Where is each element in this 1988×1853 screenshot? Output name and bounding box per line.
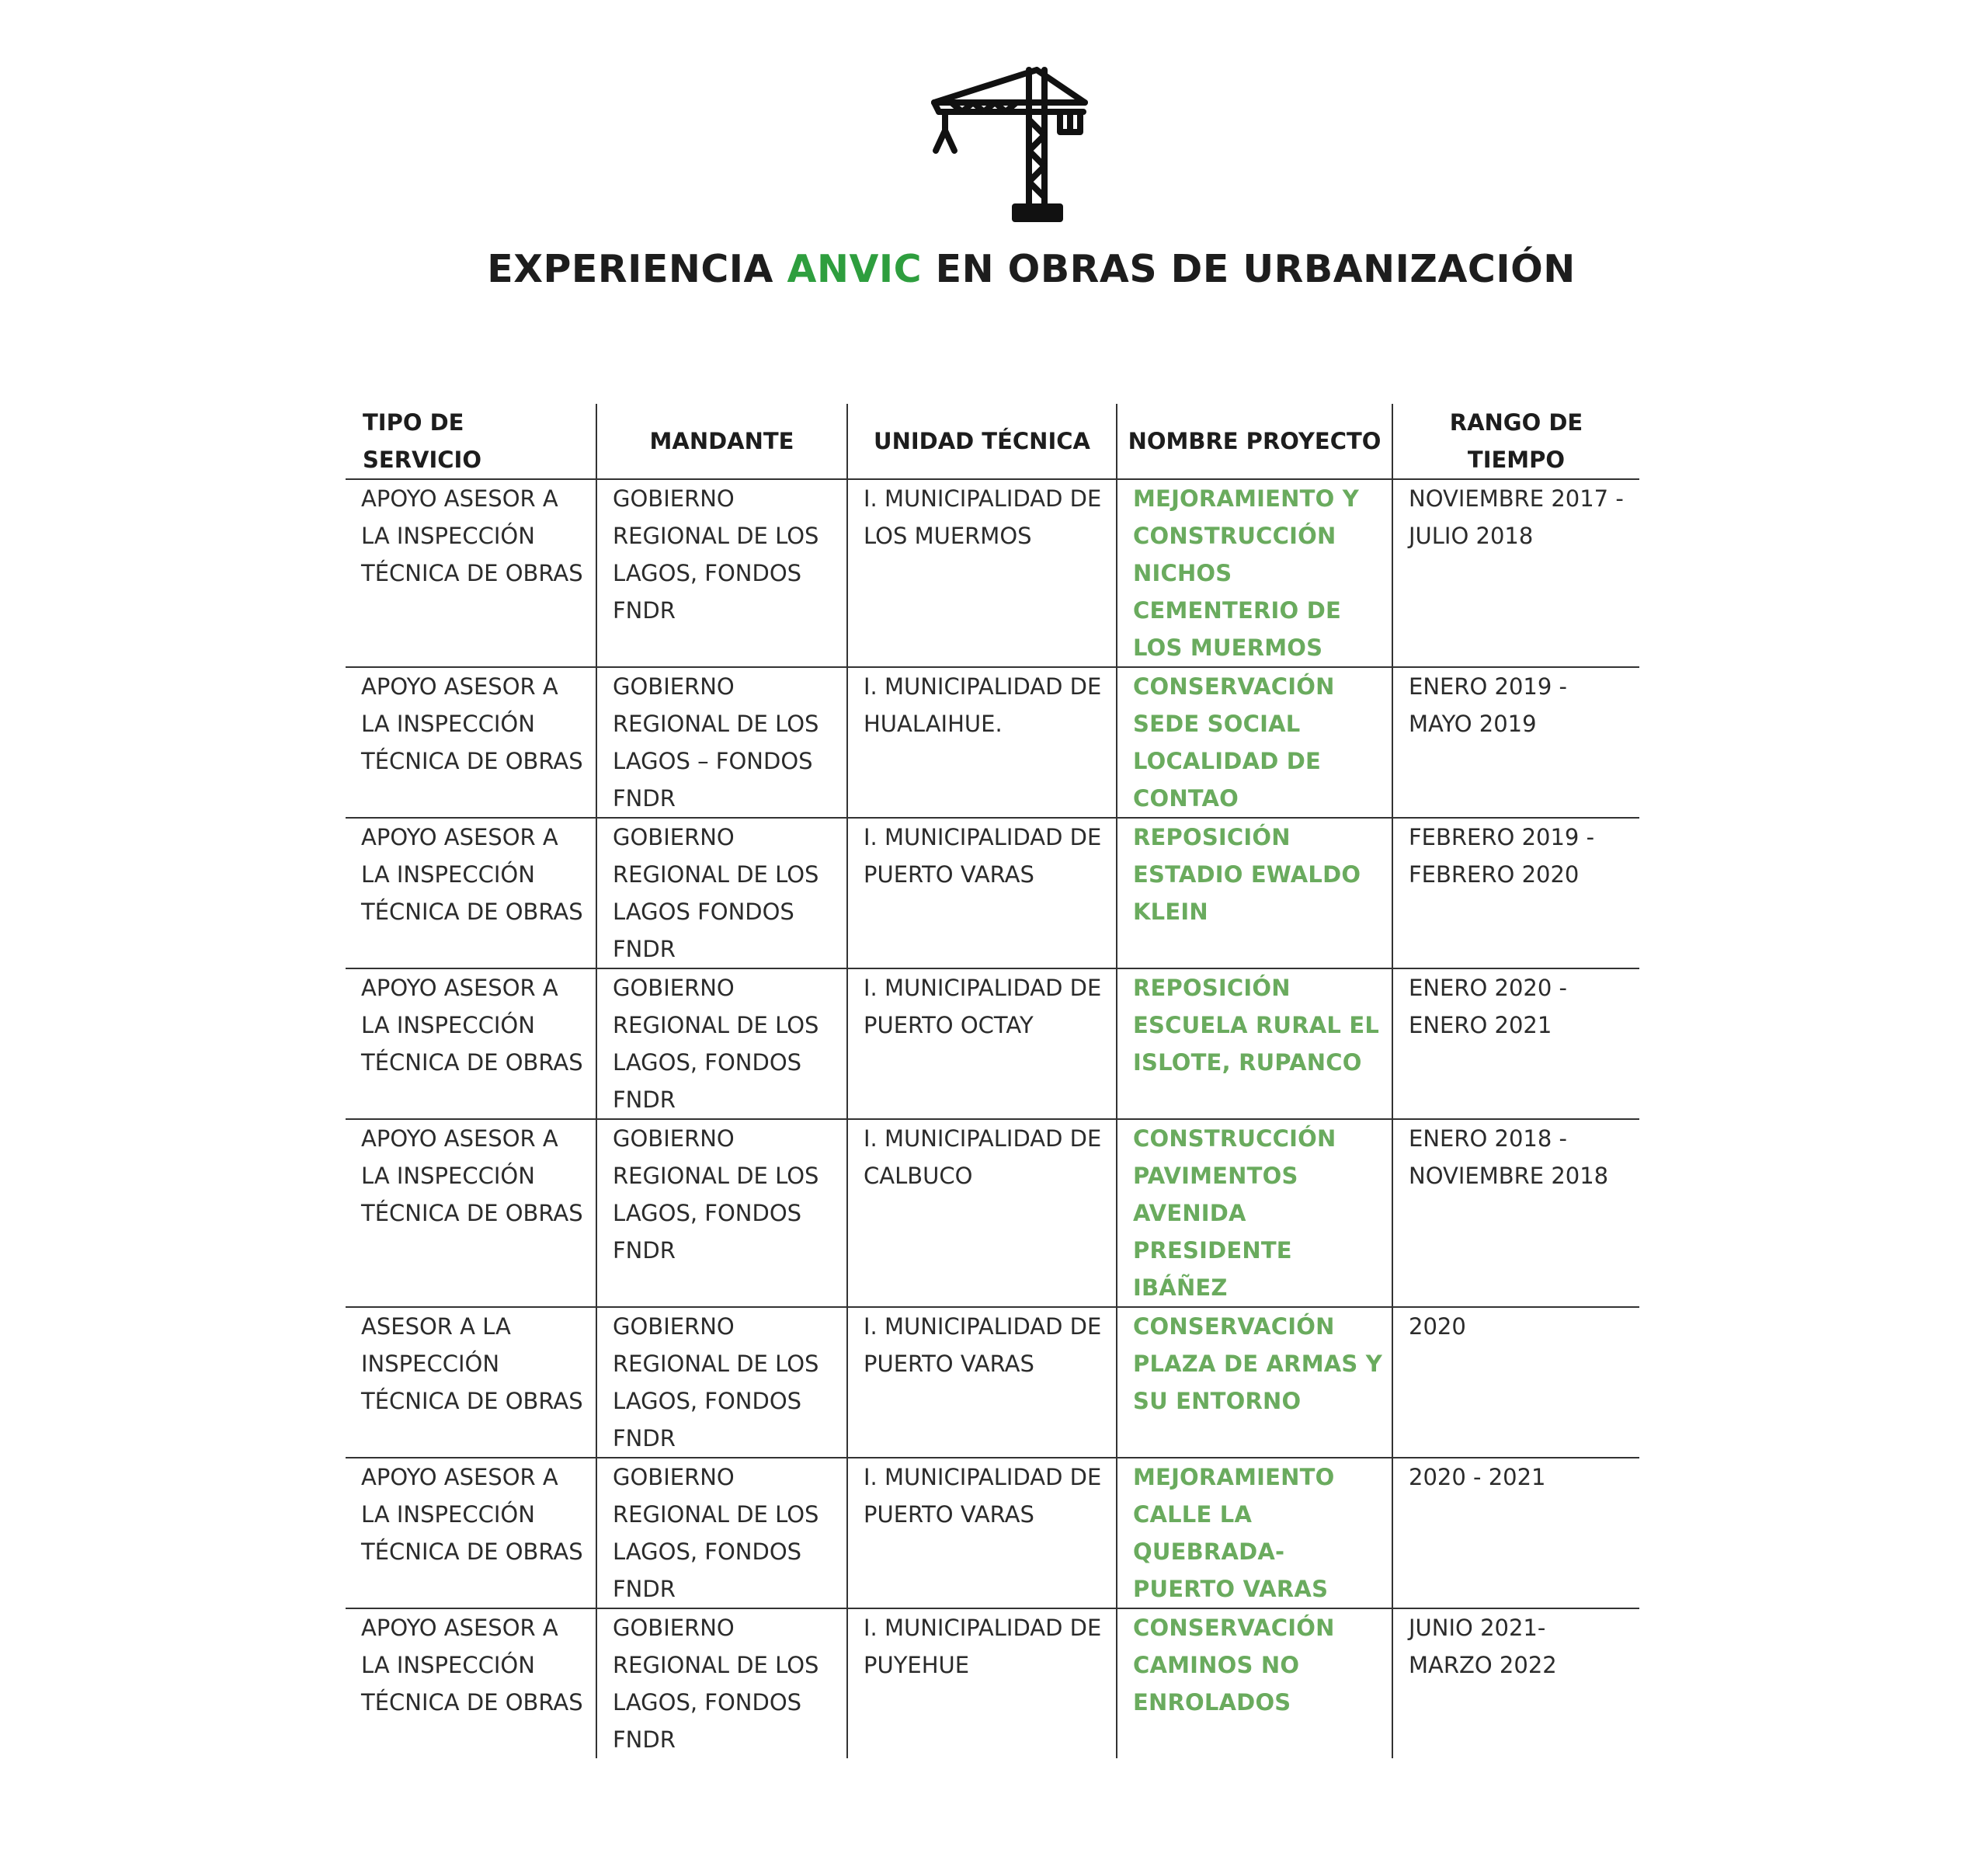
cell-unidad-tecnica: I. MUNICIPALIDAD DE PUERTO OCTAY: [847, 968, 1117, 1119]
cell-tipo-servicio: APOYO ASESOR A LA INSPECCIÓN TÉCNICA DE OBRAS: [346, 667, 596, 818]
header-tipo-de-servicio: TIPO DE SERVICIO: [346, 404, 596, 479]
cell-unidad-tecnica: I. MUNICIPALIDAD DE PUERTO VARAS: [847, 1307, 1117, 1458]
page-title: [0, 247, 1988, 291]
cell-mandante: GOBIERNO REGIONAL DE LOS LAGOS, FONDOS FNDR: [596, 1458, 847, 1608]
table-row: [346, 818, 1639, 968]
cell-tipo-servicio: ASESOR A LA INSPECCIÓN TÉCNICA DE OBRAS: [346, 1307, 596, 1458]
cell-rango-tiempo: NOVIEMBRE 2017 - JULIO 2018: [1392, 479, 1639, 667]
table-row: [346, 1608, 1639, 1758]
table-header-row: [346, 404, 1639, 479]
cell-rango-tiempo: FEBRERO 2019 - FEBRERO 2020: [1392, 818, 1639, 968]
experience-table: [346, 404, 1639, 1758]
cell-mandante: GOBIERNO REGIONAL DE LOS LAGOS, FONDOS FNDR: [596, 1307, 847, 1458]
cell-unidad-tecnica: I. MUNICIPALIDAD DE PUYEHUE: [847, 1608, 1117, 1758]
cell-rango-tiempo: ENERO 2020 - ENERO 2021: [1392, 968, 1639, 1119]
cell-mandante: GOBIERNO REGIONAL DE LOS LAGOS, FONDOS FNDR: [596, 968, 847, 1119]
cell-unidad-tecnica: I. MUNICIPALIDAD DE LOS MUERMOS: [847, 479, 1117, 667]
cell-mandante: GOBIERNO REGIONAL DE LOS LAGOS – FONDOS FNDR: [596, 667, 847, 818]
header-unidad-tecnica: UNIDAD TÉCNICA: [847, 404, 1117, 479]
cell-mandante: GOBIERNO REGIONAL DE LOS LAGOS, FONDOS FNDR: [596, 1119, 847, 1307]
table-row: [346, 1458, 1639, 1608]
cell-tipo-servicio: APOYO ASESOR A LA INSPECCIÓN TÉCNICA DE OBRAS: [346, 1119, 596, 1307]
header-mandante: MANDANTE: [596, 404, 847, 479]
table-row: [346, 479, 1639, 667]
table-row: [346, 1307, 1639, 1458]
cell-tipo-servicio: APOYO ASESOR A LA INSPECCIÓN TÉCNICA DE OBRAS: [346, 1458, 596, 1608]
cell-nombre-proyecto: REPOSICIÓN ESTADIO EWALDO KLEIN: [1117, 818, 1392, 968]
cell-tipo-servicio: APOYO ASESOR A LA INSPECCIÓN TÉCNICA DE OBRAS: [346, 479, 596, 667]
cell-rango-tiempo: 2020: [1392, 1307, 1639, 1458]
table-row: [346, 1119, 1639, 1307]
cell-nombre-proyecto: CONSERVACIÓN CAMINOS NO ENROLADOS: [1117, 1608, 1392, 1758]
cell-unidad-tecnica: I. MUNICIPALIDAD DE HUALAIHUE.: [847, 667, 1117, 818]
cell-mandante: GOBIERNO REGIONAL DE LOS LAGOS FONDOS FNDR: [596, 818, 847, 968]
tower-crane-icon: [928, 65, 1091, 225]
header-rango-de-tiempo: RANGO DE TIEMPO: [1392, 404, 1639, 479]
title-accent-brand: ANVIC: [787, 247, 923, 291]
header-nombre-proyecto: NOMBRE PROYECTO: [1117, 404, 1392, 479]
cell-rango-tiempo: JUNIO 2021- MARZO 2022: [1392, 1608, 1639, 1758]
cell-tipo-servicio: APOYO ASESOR A LA INSPECCIÓN TÉCNICA DE OBRAS: [346, 818, 596, 968]
table-row: [346, 968, 1639, 1119]
title-part-1: EXPERIENCIA: [487, 247, 787, 291]
cell-rango-tiempo: 2020 - 2021: [1392, 1458, 1639, 1608]
cell-unidad-tecnica: I. MUNICIPALIDAD DE PUERTO VARAS: [847, 818, 1117, 968]
cell-nombre-proyecto: MEJORAMIENTO Y CONSTRUCCIÓN NICHOS CEMENTERIO DE LOS MUERMOS: [1117, 479, 1392, 667]
cell-nombre-proyecto: REPOSICIÓN ESCUELA RURAL EL ISLOTE, RUPANCO: [1117, 968, 1392, 1119]
cell-tipo-servicio: APOYO ASESOR A LA INSPECCIÓN TÉCNICA DE OBRAS: [361, 1615, 583, 1716]
cell-nombre-proyecto: MEJORAMIENTO CALLE LA QUEBRADA- PUERTO VARAS: [1117, 1458, 1392, 1608]
table-row: [346, 667, 1639, 818]
cell-mandante: GOBIERNO REGIONAL DE LOS LAGOS, FONDOS FNDR: [596, 1608, 847, 1758]
cell-nombre-proyecto: CONSERVACIÓN PLAZA DE ARMAS Y SU ENTORNO: [1117, 1307, 1392, 1458]
cell-unidad-tecnica: I. MUNICIPALIDAD DE PUERTO VARAS: [847, 1458, 1117, 1608]
cell-rango-tiempo: ENERO 2018 - NOVIEMBRE 2018: [1392, 1119, 1639, 1307]
cell-nombre-proyecto: CONSERVACIÓN SEDE SOCIAL LOCALIDAD DE CONTAO: [1117, 667, 1392, 818]
title-part-2: EN OBRAS DE URBANIZACIÓN: [922, 247, 1576, 291]
cell-tipo-servicio: APOYO ASESOR A LA INSPECCIÓN TÉCNICA DE OBRAS: [346, 968, 596, 1119]
cell-rango-tiempo: ENERO 2019 - MAYO 2019: [1392, 667, 1639, 818]
cell-unidad-tecnica: I. MUNICIPALIDAD DE CALBUCO: [847, 1119, 1117, 1307]
cell-mandante: GOBIERNO REGIONAL DE LOS LAGOS, FONDOS FNDR: [596, 479, 847, 667]
cell-nombre-proyecto: CONSTRUCCIÓN PAVIMENTOS AVENIDA PRESIDENTE IBÁÑEZ: [1117, 1119, 1392, 1307]
